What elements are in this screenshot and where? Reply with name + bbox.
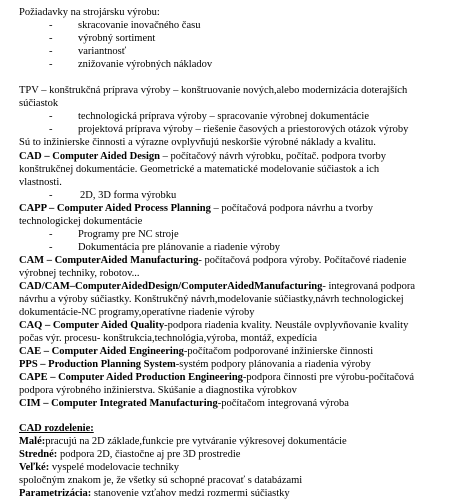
term: CAE – Computer Aided Engineering [19,346,184,357]
cad-definition-line: vlastnosti. [19,177,62,188]
cadcam-definition-line: návrhu a výroby súčiastky. Konštrukčný návrh,modelovanie súčiastky,návrh technologickej [19,294,404,305]
term: CAD/CAM–ComputerAidedDesign/ComputerAidedManufacturing [19,281,323,292]
term: Veľké: [19,462,50,473]
cam-definition: CAM – ComputerAided Manufacturing- počítačová podpora výroby. Počítačové riadenie [19,255,407,266]
term: Parametrizácia: [19,488,92,499]
term: CAD – Computer Aided Design [19,151,160,162]
term: CAPP – Computer Aided Process Planning [19,203,211,214]
document-page: Požiadavky na strojársku výrobu: - skracovanie inovačného času - výrobný sortiment - variantnosť - znižovanie výrobných nákladov TPV – konštrukčná príprava výroby – konštruovanie nových,alebo modernizácia doterajších súčiastok - technologická príprava výroby – spracovanie výrobnej dokumentácie - projektová príprava výroby – riešenie časových a priestorových otázok výroby Sú to inžinierske činnosti a výrazne ovplyvňujú neskoršie výrobné náklady a kvalitu. CAD – Computer Aided Design – počítačový návrh výrobku, počítač. podpora tvorby konštrukčnej dokumentácie. Geometrické a matematické modelovanie súčiastok a ich vlastnosti. - 2D, 3D forma výrobku CAPP – Computer Aided Process Planning – počítačová podpora návrhu a tvorby technologickej dokumentácie - Programy pre NC stroje - Dokumentácia pre plánovanie a riadenie výroby CAM – ComputerAided Manufacturing- počítačová podpora výroby. Počítačové riadenie výrobnej techniky, robotov... CAD/CAM–ComputerAidedDesign/ComputerAidedManufacturing- integrovaná podpora návrhu a výroby súčiastky. Konštrukčný návrh,modelovanie súčiastky,návrh technologickej dokumentácie-NC programy,operatívne riadenie výroby CAQ – Computer Aided Quality-podpora riadenia kvality. Neustále ovplyvňovanie kvality počas výr. procesu- konštrukcia,technológia,výroba, montáž, expedícia CAE – Computer Aided Engineering-počítačom podporované inžinierske činnosti PPS – Production Planning System-systém podpory plánovania a riadenia výroby CAPE – Computer Aided Production Engineering-podpora činnosti pre výrobu-počítačová podpora výrobného inžinierstva. Skúšanie a diagnostika výrobkov CIM – Computer Integrated Manufacturing-počítačom integrovaná výroba CAD rozdelenie: Malé:pracujú na 2D základe,funkcie pre vytváranie výkresovej dokumentácie Stredné: podpora 2D, čiastočne aj pre 3D prostredie Veľké: vyspelé modelovacie techniky spoločným znakom je, že všetky sú schopné pracovať s databázami Parametrizácia: stanovenie vzťahov medzi rozmermi súčiastky [19,7,416,499]
cam-definition-line: výrobnej techniky, robotov... [19,268,140,279]
tpv-note: Sú to inžinierske činnosti a výrazne ovplyvňujú neskoršie výrobné náklady a kvalitu. [19,137,376,148]
cad-definition-line: konštrukčnej dokumentácie. Geometrické a matematické modelovanie súčiastok a ich [19,164,380,175]
term: CIM – Computer Integrated Manufacturing [19,398,218,409]
capp-definition: CAPP – Computer Aided Process Planning – počítačová podpora návrhu a tvorby [19,203,373,214]
cape-definition: CAPE – Computer Aided Production Engineering-podpora činnosti pre výrobu-počítačová [19,372,415,383]
term: CAM – ComputerAided Manufacturing [19,255,199,266]
cadcam-definition-line: dokumentácie-NC programy,operatívne riadenie výroby [19,307,255,318]
term: CAQ – Computer Aided Quality [19,320,165,331]
term: Stredné: [19,449,58,460]
cae-definition: CAE – Computer Aided Engineering-počítačom podporované inžinierske činnosti [19,346,374,357]
cape-definition-line: podpora výrobného inžinierstva. Skúšanie a diagnostika výrobkov [19,385,297,396]
cad-division-item: Parametrizácia: stanovenie vzťahov medzi rozmermi súčiastky [19,488,290,499]
cad-division-item: Stredné: podpora 2D, čiastočne aj pre 3D prostredie [19,449,241,460]
tpv-paragraph-line: súčiastok [19,98,59,109]
cad-division-item: Veľké: vyspelé modelovacie techniky [19,462,179,473]
caq-definition-line: počas výr. procesu- konštrukcia,technológia,výroba, montáž, expedícia [19,333,317,344]
cadcam-definition: CAD/CAM–ComputerAidedDesign/ComputerAidedManufacturing- integrovaná podpora [19,281,416,292]
cad-division-note: spoločným znakom je, že všetky sú schopné pracovať s databázami [19,475,303,486]
cad-division-heading: CAD rozdelenie: [19,423,94,434]
term: CAPE – Computer Aided Production Engineering [19,372,243,383]
term: Malé: [19,436,46,447]
requirements-heading: Požiadavky na strojársku výrobu: [19,7,160,18]
term: PPS – Production Planning System [19,359,176,370]
cim-definition: CIM – Computer Integrated Manufacturing-počítačom integrovaná výroba [19,398,349,409]
capp-definition-line: technologickej dokumentácie [19,216,143,227]
pps-definition: PPS – Production Planning System-systém podpory plánovania a riadenia výroby [19,359,371,370]
cad-division-item: Malé:pracujú na 2D základe,funkcie pre vytváranie výkresovej dokumentácie [19,436,347,447]
cad-definition: CAD – Computer Aided Design – počítačový návrh výrobku, počítač. podpora tvorby [19,151,386,162]
tpv-paragraph-line: TPV – konštrukčná príprava výroby – konštruovanie nových,alebo modernizácia doterajších [19,85,408,96]
caq-definition: CAQ – Computer Aided Quality-podpora riadenia kvality. Neustále ovplyvňovanie kvality [19,320,409,331]
